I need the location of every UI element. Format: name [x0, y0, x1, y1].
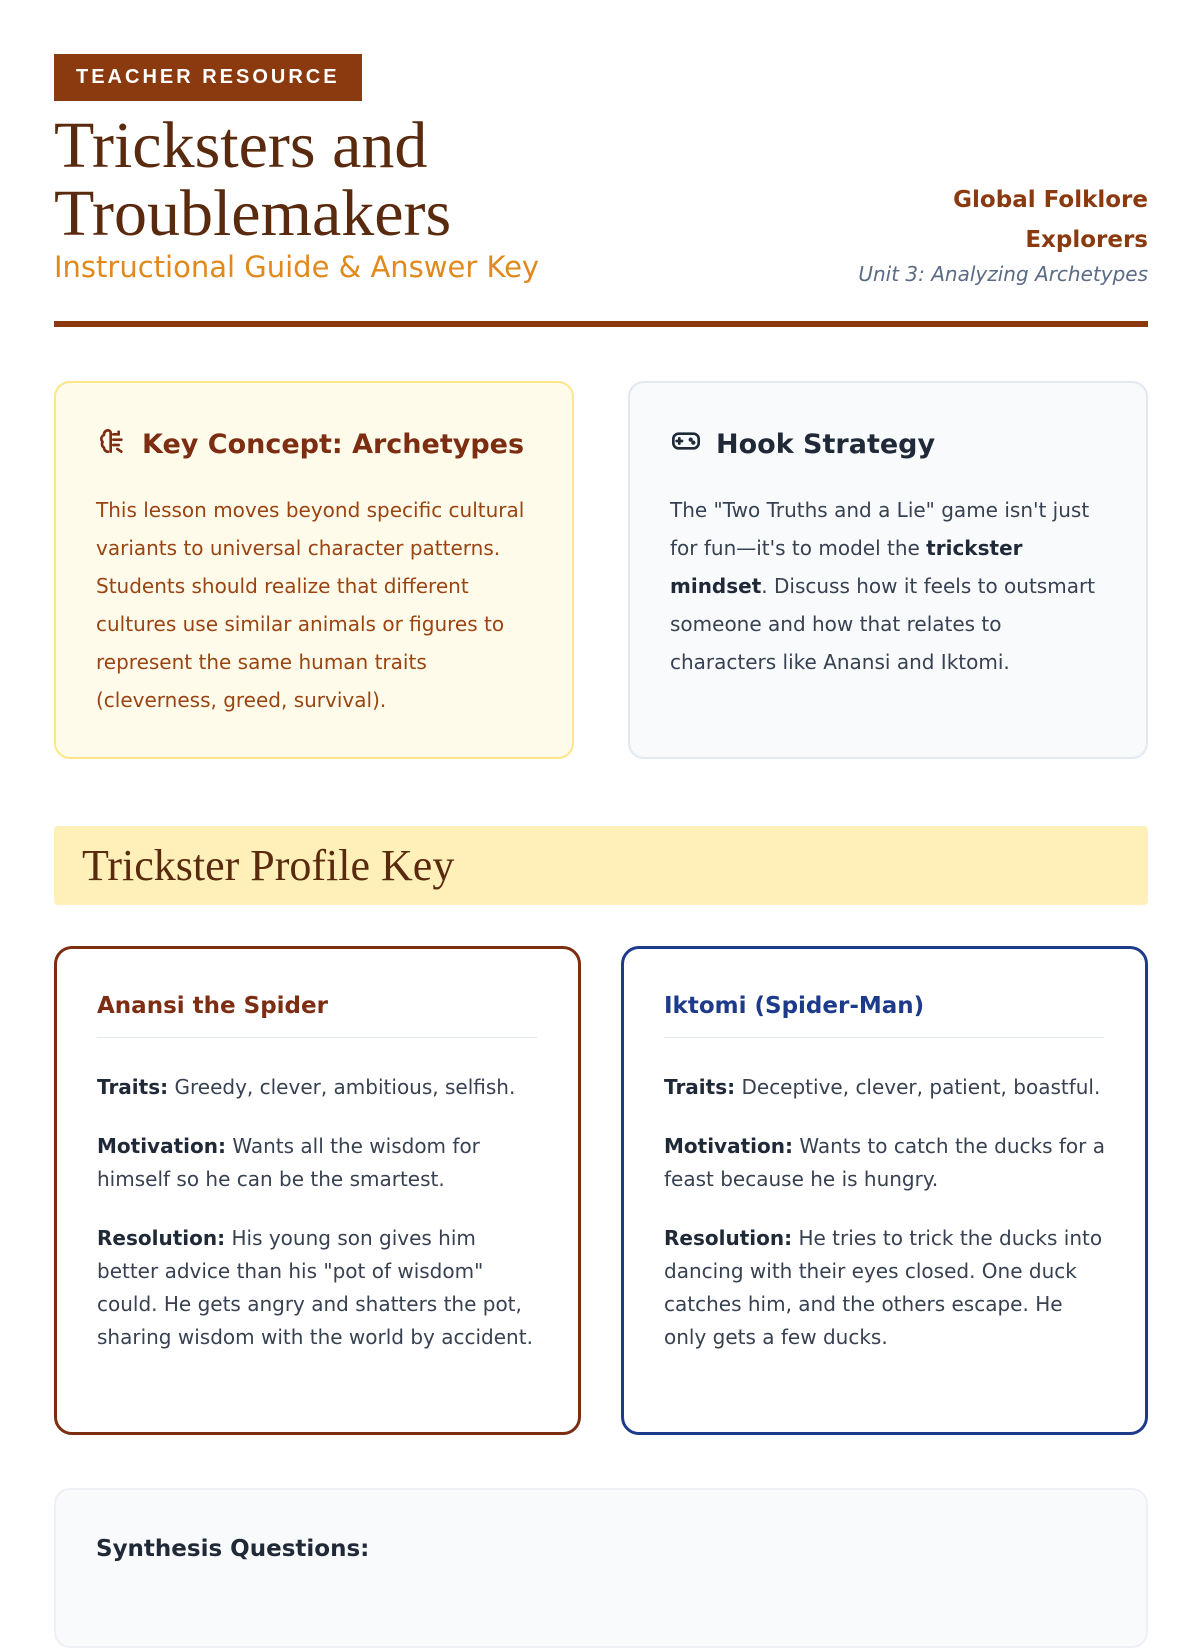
key-concept-header: [96, 425, 524, 464]
traits-label: Traits:: [97, 1075, 169, 1099]
anansi-profile-card: [54, 946, 581, 1435]
synthesis-questions-card: [54, 1488, 1148, 1648]
resolution-row: [664, 1222, 1110, 1354]
teacher-resource-badge: TEACHER RESOURCE: [54, 54, 362, 101]
hook-strategy-card: [628, 381, 1148, 759]
motivation-label: Motivation:: [97, 1134, 226, 1158]
hook-text-emphasis: trickster mindset: [670, 536, 1023, 598]
traits-row: [664, 1071, 1110, 1104]
header-meta: [848, 180, 1148, 288]
brain-icon: [96, 425, 128, 464]
page-title: [54, 109, 694, 250]
profile-section-header: [54, 826, 1148, 905]
profile-name: Iktomi (Spider-Man): [664, 993, 1104, 1038]
profile-name: Anansi the Spider: [97, 993, 537, 1038]
resolution-value: He tries to trick the ducks into dancing with their eyes closed. One duck catches him, and the others escape. He only gets a few ducks.: [664, 1226, 1103, 1349]
traits-row: [97, 1071, 543, 1104]
resolution-label: Resolution:: [664, 1226, 793, 1250]
title-line-1: Tricksters and: [54, 109, 428, 182]
header-divider: [54, 321, 1148, 327]
iktomi-profile-card: [621, 946, 1148, 1435]
profile-section-title: Trickster Profile Key: [82, 841, 455, 890]
key-concept-card: [54, 381, 574, 759]
org-line-2: Explorers: [1025, 227, 1148, 253]
traits-label: Traits:: [664, 1075, 736, 1099]
motivation-label: Motivation:: [664, 1134, 793, 1158]
motivation-row: [97, 1130, 543, 1196]
key-concept-title: Key Concept: Archetypes: [142, 429, 525, 460]
hook-text-part-1: The "Two Truths and a Lie" game isn't just for fun—it's to model the: [670, 498, 1090, 560]
hook-text-part-2: . Discuss how it feels to outsmart someone and how that relates to characters like Anansi and Iktomi.: [670, 574, 1096, 674]
traits-value: Deceptive, clever, patient, boastful.: [735, 1075, 1101, 1099]
gamepad-icon: [670, 425, 702, 464]
profile-details: [664, 1071, 1110, 1380]
resolution-row: [97, 1222, 543, 1354]
hook-strategy-header: [670, 425, 935, 464]
profile-details: [97, 1071, 543, 1380]
title-line-2: Troublemakers: [54, 177, 452, 250]
key-concept-text: This lesson moves beyond specific cultural variants to universal character patterns. Students should realize that different cultures use similar animals or figures to represent the same human traits (cleverness, greed, survival).: [96, 498, 525, 712]
org-line-1: Global Folklore: [953, 187, 1148, 213]
hook-strategy-title: Hook Strategy: [716, 429, 936, 460]
motivation-value: Wants all the wisdom for himself so he can be the smartest.: [97, 1134, 480, 1191]
resolution-value: His young son gives him better advice than his "pot of wisdom" could. He gets angry and shatters the pot, sharing wisdom with the world by accident.: [97, 1226, 533, 1349]
synthesis-title: Synthesis Questions:: [96, 1536, 370, 1562]
resolution-label: Resolution:: [97, 1226, 226, 1250]
traits-value: Greedy, clever, ambitious, selfish.: [168, 1075, 516, 1099]
unit-label: Unit 3: Analyzing Archetypes: [858, 262, 1148, 286]
organization-name: [848, 180, 1148, 260]
hook-strategy-text: [670, 491, 1110, 681]
page-subtitle: Instructional Guide & Answer Key: [54, 250, 540, 284]
motivation-value: Wants to catch the ducks for a feast because he is hungry.: [664, 1134, 1105, 1191]
motivation-row: [664, 1130, 1110, 1196]
